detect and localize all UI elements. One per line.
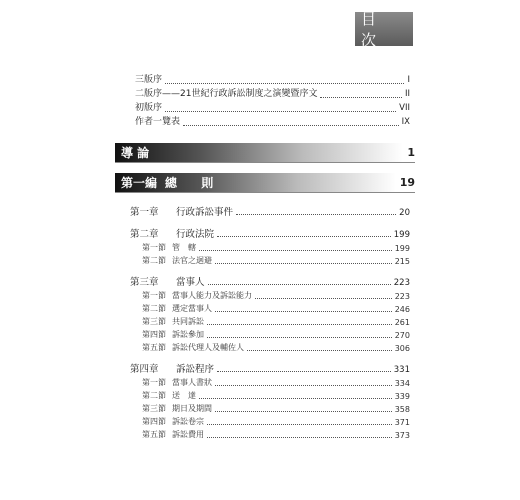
section-number: 第三節 bbox=[142, 404, 166, 413]
section-number: 第四節 bbox=[142, 330, 166, 339]
leader-dots bbox=[199, 250, 392, 251]
leader-dots bbox=[208, 284, 391, 285]
leader-dots bbox=[215, 311, 392, 312]
section-row[interactable] bbox=[130, 240, 410, 253]
preface-page: VII bbox=[399, 103, 410, 113]
section-number: 第一節 bbox=[142, 243, 166, 252]
toc-title: 目 次 bbox=[355, 12, 413, 46]
preface-label: 二版序——21世紀行政訴訟制度之演變暨序文 bbox=[135, 89, 318, 99]
chapter-page: 20 bbox=[399, 208, 410, 218]
chapter-row[interactable] bbox=[130, 359, 410, 375]
preface-page: IX bbox=[401, 117, 410, 127]
chapter-title: 當事人 bbox=[176, 277, 205, 288]
section-title: 訴訟代理人及輔佐人 bbox=[172, 343, 244, 352]
section-row[interactable] bbox=[130, 288, 410, 301]
chapter-title: 行政法院 bbox=[176, 229, 215, 240]
section-page: 199 bbox=[394, 244, 410, 253]
chapter-row[interactable] bbox=[130, 202, 410, 218]
section-number: 第三節 bbox=[142, 317, 166, 326]
leader-dots bbox=[199, 398, 392, 399]
section-title: 當事人能力及訴訟能力 bbox=[172, 291, 252, 300]
leader-dots bbox=[255, 298, 392, 299]
preface-label: 三版序 bbox=[135, 75, 163, 85]
section-number: 第五節 bbox=[142, 343, 166, 352]
preface-row[interactable] bbox=[135, 100, 410, 114]
section-number: 第二節 bbox=[142, 256, 166, 265]
section-title: 管 轄 bbox=[172, 243, 196, 252]
part-number: 導 論 bbox=[121, 146, 150, 160]
section-number: 第五節 bbox=[142, 430, 166, 439]
preface-label: 初版序 bbox=[135, 103, 163, 113]
chapter-row[interactable] bbox=[130, 272, 410, 288]
section-row[interactable] bbox=[130, 327, 410, 340]
chapter-title: 訴訟程序 bbox=[176, 364, 215, 375]
part-number: 第一編 bbox=[121, 176, 158, 190]
leader-dots bbox=[165, 83, 404, 84]
section-title: 訴訟費用 bbox=[172, 430, 204, 439]
preface-row[interactable] bbox=[135, 72, 410, 86]
section-page: 339 bbox=[394, 392, 410, 401]
preface-row[interactable] bbox=[135, 114, 410, 128]
leader-dots bbox=[215, 385, 392, 386]
section-page: 246 bbox=[394, 305, 410, 314]
part-banner bbox=[115, 173, 396, 192]
part-page: 19 bbox=[399, 176, 415, 189]
section-title: 當事人書狀 bbox=[172, 378, 212, 387]
leader-dots bbox=[207, 324, 392, 325]
section-number: 第一節 bbox=[142, 378, 166, 387]
section-title: 送 達 bbox=[172, 391, 196, 400]
section-row[interactable] bbox=[130, 340, 410, 353]
part-divider bbox=[115, 192, 415, 193]
section-page: 306 bbox=[394, 344, 410, 353]
chapter-row[interactable] bbox=[130, 224, 410, 240]
part-one[interactable] bbox=[115, 173, 415, 192]
section-title: 選定當事人 bbox=[172, 304, 212, 313]
leader-dots bbox=[207, 424, 392, 425]
leader-dots bbox=[207, 437, 392, 438]
leader-dots bbox=[217, 236, 391, 237]
section-row[interactable] bbox=[130, 427, 410, 440]
leader-dots bbox=[247, 350, 392, 351]
section-title: 期日及期間 bbox=[172, 404, 212, 413]
leader-dots bbox=[236, 214, 396, 215]
section-page: 373 bbox=[394, 431, 410, 440]
section-row[interactable] bbox=[130, 401, 410, 414]
chapter-number: 第二章 bbox=[130, 229, 159, 240]
section-page: 371 bbox=[394, 418, 410, 427]
section-row[interactable] bbox=[130, 388, 410, 401]
leader-dots bbox=[207, 337, 392, 338]
preface-label: 作者一覽表 bbox=[135, 117, 181, 127]
part-banner bbox=[115, 143, 403, 162]
leader-dots bbox=[217, 371, 391, 372]
section-page: 261 bbox=[394, 318, 410, 327]
part-intro[interactable] bbox=[115, 143, 415, 162]
chapter-page: 199 bbox=[393, 230, 410, 240]
part-divider bbox=[115, 162, 415, 163]
section-title: 訴訟卷宗 bbox=[172, 417, 204, 426]
preface-list bbox=[135, 72, 410, 128]
section-number: 第一節 bbox=[142, 291, 166, 300]
section-number: 第四節 bbox=[142, 417, 166, 426]
preface-row[interactable] bbox=[135, 86, 410, 100]
leader-dots bbox=[215, 411, 392, 412]
section-row[interactable] bbox=[130, 314, 410, 327]
section-page: 334 bbox=[394, 379, 410, 388]
section-title: 法官之迴避 bbox=[172, 256, 212, 265]
section-page: 223 bbox=[394, 292, 410, 301]
chapter-page: 331 bbox=[393, 365, 410, 375]
preface-page: I bbox=[407, 75, 410, 85]
section-title: 訴訟參加 bbox=[172, 330, 204, 339]
preface-page: II bbox=[404, 89, 410, 99]
section-page: 358 bbox=[394, 405, 410, 414]
section-page: 215 bbox=[394, 257, 410, 266]
section-row[interactable] bbox=[130, 301, 410, 314]
leader-dots bbox=[165, 111, 396, 112]
section-row[interactable] bbox=[130, 375, 410, 388]
part-page: 1 bbox=[407, 146, 415, 159]
leader-dots bbox=[320, 97, 402, 98]
leader-dots bbox=[215, 263, 392, 264]
chapter-title: 行政訴訟事件 bbox=[176, 207, 234, 218]
section-number: 第二節 bbox=[142, 391, 166, 400]
section-page: 270 bbox=[394, 331, 410, 340]
chapter-page: 223 bbox=[393, 278, 410, 288]
leader-dots bbox=[183, 125, 399, 126]
section-title: 共同訴訟 bbox=[172, 317, 204, 326]
chapter-number: 第一章 bbox=[130, 207, 159, 218]
part-title: 總 則 bbox=[165, 176, 224, 190]
toc-chapters bbox=[130, 202, 410, 440]
section-row[interactable] bbox=[130, 414, 410, 427]
chapter-number: 第三章 bbox=[130, 277, 159, 288]
section-number: 第二節 bbox=[142, 304, 166, 313]
section-row[interactable] bbox=[130, 253, 410, 266]
chapter-number: 第四章 bbox=[130, 364, 159, 375]
